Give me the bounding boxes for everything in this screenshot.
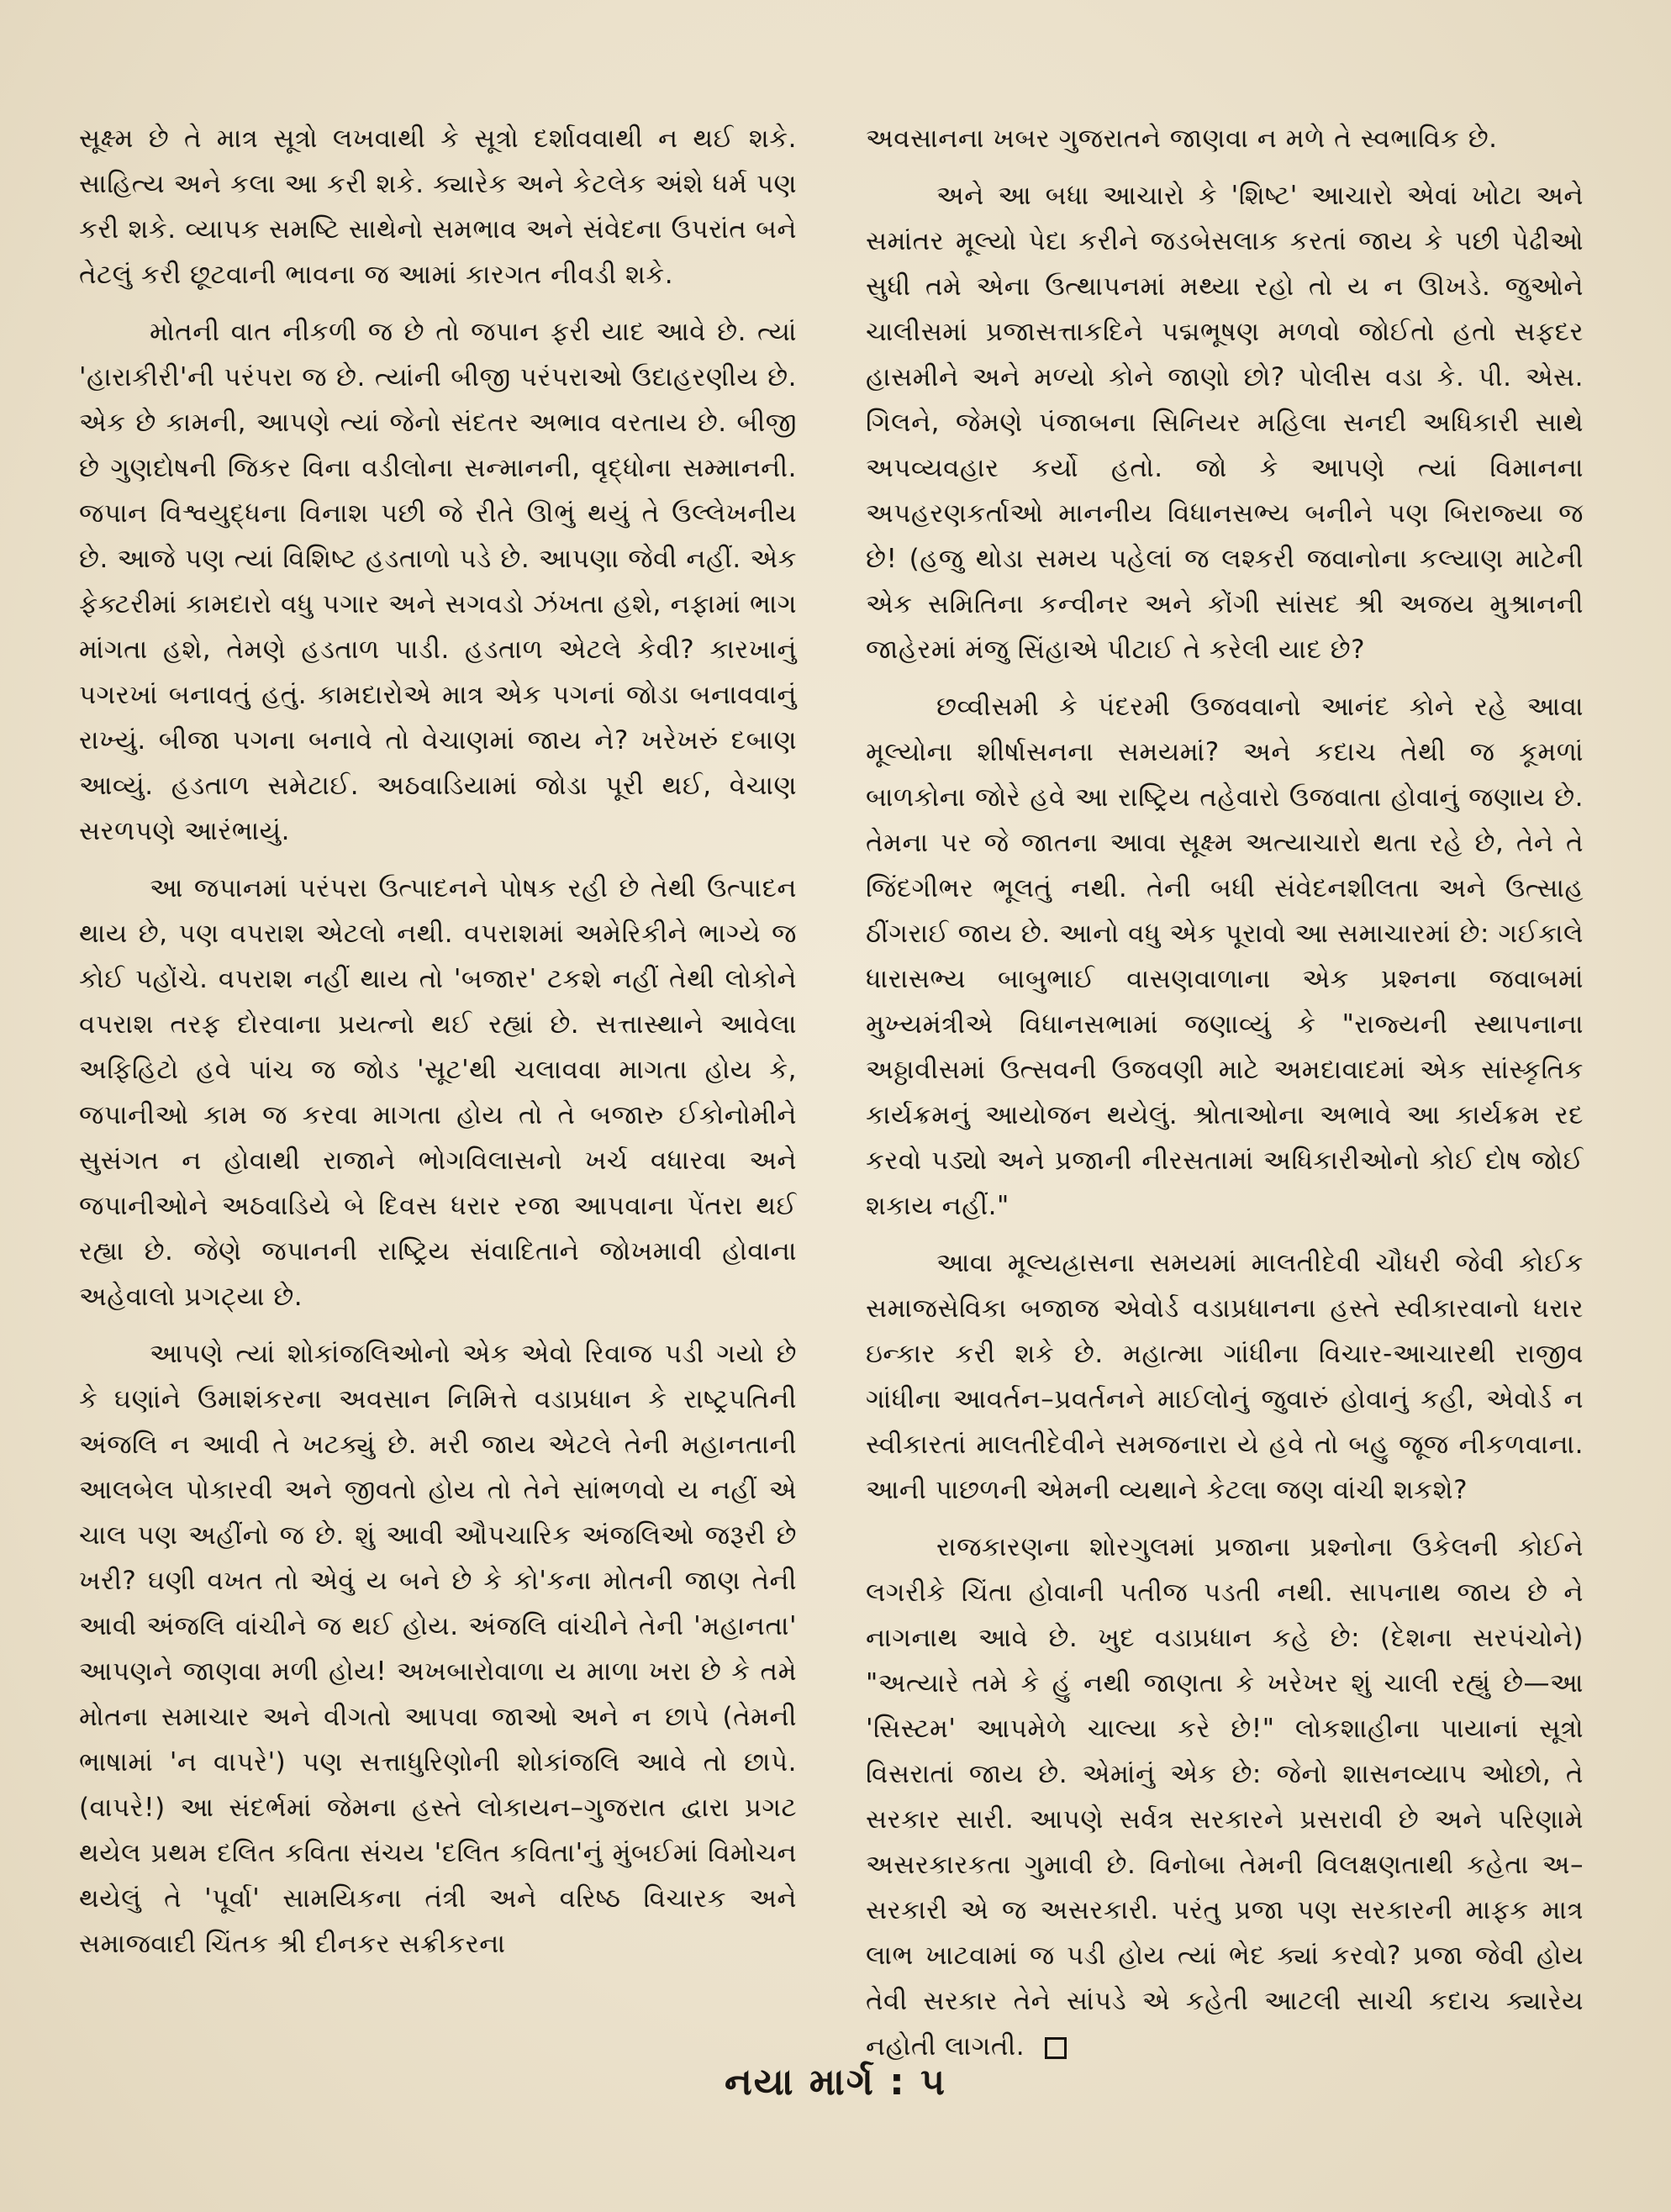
paragraph: મોતની વાત નીકળી જ છે તો જપાન ફરી યાદ આવે છે. ત્યાં 'હારાકીરી'ની પરંપરા જ છે. ત્યાંની બીજી પરંપરાઓ ઉદાહરણીય છે. એક છે કામની, આપણે ત્યાં જેનો સંદતર અભાવ વરતાય છે. બીજી છે ગુણદોષની જિકર વિના વડીલોના સન્માનની, વૃદ્ધોના સમ્માનની. જપાન વિશ્વયુદ્ધના વિનાશ પછી જે રીતે ઊભું થયું તે ઉલ્લેખનીય છે. આજે પણ ત્યાં વિશિષ્ટ હડતાળો પડે છે. આપણા જેવી નહીં. એક ફેક્ટરીમાં કામદારો વધુ પગાર અને સગવડો ઝંખતા હશે, નફામાં ભાગ માંગતા હશે, તેમણે હડતાળ પાડી. હડતાળ એટલે કેવી? કારખાનું પગરખાં બનાવતું હતું. કામદારોએ માત્ર એક પગનાં જોડા બનાવવાનું રાખ્યું. બીજા પગના બનાવે તો વેચાણમાં જાય ને? ખરેખરું દબાણ આવ્યું. હડતાળ સમેટાઈ. અઠવાડિયામાં જોડા પૂરી થઈ, વેચાણ સરળપણે આરંભાયું. [79,317,797,846]
paragraph: આ જપાનમાં પરંપરા ઉત્પાદનને પોષક રહી છે તેથી ઉત્પાદન થાય છે, પણ વપરાશ એટલો નથી. વપરાશમાં અમેરિકીને ભાગ્યે જ કોઈ પહોંચે. વપરાશ નહીં થાય તો 'બજાર' ટકશે નહીં તેથી લોકોને વપરાશ તરફ દોરવાના પ્રયત્નો થઈ રહ્યાં છે. સત્તાસ્થાને આવેલા અફિહિટો હવે પાંચ જ જોડ 'સૂટ'થી ચલાવવા માગતા હોય કે, જપાનીઓ કામ જ કરવા માગતા હોય તો તે બજારુ ઈકોનોમીને સુસંગત ન હોવાથી રાજાને ભોગવિલાસનો ખર્ચ વધારવા અને જપાનીઓને અઠવાડિયે બે દિવસ ધરાર રજા આપવાના પેંતરા થઈ રહ્યા છે. જેણે જપાનની રાષ્ટ્રિય સંવાદિતાને જોખમાવી હોવાના અહેવાલો પ્રગટ્યા છે. [79,873,797,1312]
paragraph: સૂક્ષ્મ છે તે માત્ર સૂત્રો લખવાથી કે સૂત્રો દર્શાવવાથી ન થઈ શકે. સાહિત્ય અને કલા આ કરી શકે. ક્યારેક અને કેટલેક અંશે ધર્મ પણ કરી શકે. વ્યાપક સમષ્ટિ સાથેનો સમભાવ અને સંવેદના ઉપરાંત બને તેટલું કરી છૂટવાની ભાવના જ આમાં કારગત નીવડી શકે. [79,124,797,290]
paragraph: છવ્વીસમી કે પંદરમી ઉજવવાનો આનંદ કોને રહે આવા મૂલ્યોના શીર્ષાસનના સમયમાં? અને કદાચ તેથી જ કૂમળાં બાળકોના જોરે હવે આ રાષ્ટ્રિય તહેવારો ઉજવાતા હોવાનું જણાય છે. તેમના પર જે જાતના આવા સૂક્ષ્મ અત્યાચારો થતા રહે છે, તેને તે જિંદગીભર ભૂલતું નથી. તેની બધી સંવેદનશીલતા અને ઉત્સાહ ઠીંગરાઈ જાય છે. આનો વધુ એક પૂરાવો આ સમાચારમાં છે: ગઈકાલે ધારાસભ્ય બાબુભાઈ વાસણવાળાના એક પ્રશ્નના જવાબમાં મુખ્યમંત્રીએ વિધાનસભામાં જણાવ્યું કે "રાજ્યની સ્થાપનાના અઠ્ઠાવીસમાં ઉત્સવની ઉજવણી માટે અમદાવાદમાં એક સાંસ્કૃતિક કાર્યક્રમનું આયોજન થયેલું. શ્રોતાઓના અભાવે આ કાર્યક્રમ રદ કરવો પડ્યો અને પ્રજાની નીરસતામાં અધિકારીઓનો કોઈ દોષ જોઈ શકાય નહીં." [866,692,1584,1221]
paragraph: આપણે ત્યાં શોકાંજલિઓનો એક એવો રિવાજ પડી ગયો છે કે ઘણાંને ઉમાશંકરના અવસાન નિમિત્તે વડાપ્રધાન કે રાષ્ટ્રપતિની અંજલિ ન આવી તે ખટક્યું છે. મરી જાય એટલે તેની મહાનતાની આલબેલ પોકારવી અને જીવતો હોય તો તેને સાંભળવો ય નહીં એ ચાલ પણ અહીંનો જ છે. શું આવી ઔપચારિક અંજલિઓ જરૂરી છે ખરી? ઘણી વખત તો એવું ય બને છે કે કો'કના મોતની જાણ તેની આવી અંજલિ વાંચીને જ થઈ હોય. અંજલિ વાંચીને તેની 'મહાનતા' આપણને જાણવા મળી હોય! અખબારોવાળા ય માળા ખરા છે કે તમે મોતના સમાચાર અને વીગતો આપવા જાઓ અને ન છાપે (તેમની ભાષામાં 'ન વાપરે') પણ સત્તાધુરિણોની શોકાંજલિ આવે તો છાપે. (વાપરે!) આ સંદર્ભમાં જેમના હસ્તે લોકાયન–ગુજરાત દ્વારા પ્રગટ થયેલ પ્રથમ દલિત કવિતા સંચય 'દલિત કવિતા'નું મુંબઈમાં વિમોચન થયેલું તે 'પૂર્વા' સામયિકના તંત્રી અને વરિષ્ઠ વિચારક અને સમાજવાદી ચિંતક શ્રી દીનકર સક્રીકરના [79,1339,797,1959]
paragraph: અવસાનના ખબર ગુજરાતને જાણવા ન મળે તે સ્વભાવિક છે. [866,124,1498,154]
paragraph-text: રાજકારણના શોરગુલમાં પ્રજાના પ્રશ્નોના ઉકેલની કોઈને લગરીકે ચિંતા હોવાની પતીજ પડતી નથી. સાપનાથ જાય છે ને નાગનાથ આવે છે. ખુદ વડાપ્રધાન કહે છે: (દેશના સરપંચોને) "અત્યારે તમે કે હું નથી જાણતા કે ખરેખર શું ચાલી રહ્યું છે—આ 'સિસ્ટમ' આપમેળે ચાલ્યા કરે છે!" લોકશાહીના પાયાનાં સૂત્રો વિસરાતાં જાય છે. એમાંનું એક છે: જેનો શાસનવ્યાપ ઓછો, તે સરકાર સારી. આપણે સર્વત્ર સરકારને પ્રસરાવી છે અને પરિણામે અસરકારકતા ગુમાવી છે. વિનોબા તેમની વિલક્ષણતાથી કહેતા અ–સરકારી એ જ અસરકારી. પરંતુ પ્રજા પણ સરકારની માફક માત્ર લાભ ખાટવામાં જ પડી હોય ત્યાં ભેદ ક્યાં કરવો? પ્રજા જેવી હોય તેવી સરકાર તેને સાંપડે એ કહેતી આટલી સાચી કદાચ ક્યારેય નહોતી લાગતી. [866,1532,1584,2062]
paragraph-final [866,1525,1584,2069]
left-column [79,116,797,2024]
end-of-article-square-icon [1045,2037,1067,2059]
page-footer: નયા માર્ગ : ૫ [724,2061,947,2104]
right-column [866,116,1584,2062]
paragraph: અને આ બધા આચારો કે 'શિષ્ટ' આચારો એવાં ખોટા અને સમાંતર મૂલ્યો પેદા કરીને જડબેસલાક કરતાં જાય કે પછી પેઢીઓ સુધી તમે એના ઉત્થાપનમાં મથ્યા રહો તો ય ન ઊખડે. જુઓને ચાલીસમાં પ્રજાસત્તાકદિને પદ્મભૂષણ મળવો જોઈતો હતો સફદર હાસમીને અને મળ્યો કોને જાણો છો? પોલીસ વડા કે. પી. એસ. ગિલને, જેમણે પંજાબના સિનિયર મહિલા સનદી અધિકારી સાથે અપવ્યવહાર કર્યો હતો. જો કે આપણે ત્યાં વિમાનના અપહરણકર્તાઓ માનનીય વિધાનસભ્ય બનીને પણ બિરાજ્યા જ છે! (હજુ થોડા સમય પહેલાં જ લશ્કરી જવાનોના કલ્યાણ માટેની એક સમિતિના કન્વીનર અને કોંગી સાંસદ શ્રી અજય મુશ્રાનની જાહેરમાં મંજુ સિંહાએ પીટાઈ તે કરેલી યાદ છે? [866,181,1584,665]
paragraph: આવા મૂલ્યહ્રાસના સમયમાં માલતીદેવી ચૌધરી જેવી કોઈક સમાજસેવિકા બજાજ એવોર્ડ વડાપ્રધાનના હસ્તે સ્વીકારવાનો ધરાર ઇન્કાર કરી શકે છે. મહાત્મા ગાંધીના વિચાર-આચારથી રાજીવ ગાંધીના આવર્તન–પ્રવર્તનને માઈલોનું જુવારું હોવાનું કહી, એવોર્ડ ન સ્વીકારતાં માલતીદેવીને સમજનારા યે હવે તો બહુ જૂજ નીકળવાના. આની પાછળની એમની વ્યથાને કેટલા જણ વાંચી શકશે? [866,1248,1584,1505]
